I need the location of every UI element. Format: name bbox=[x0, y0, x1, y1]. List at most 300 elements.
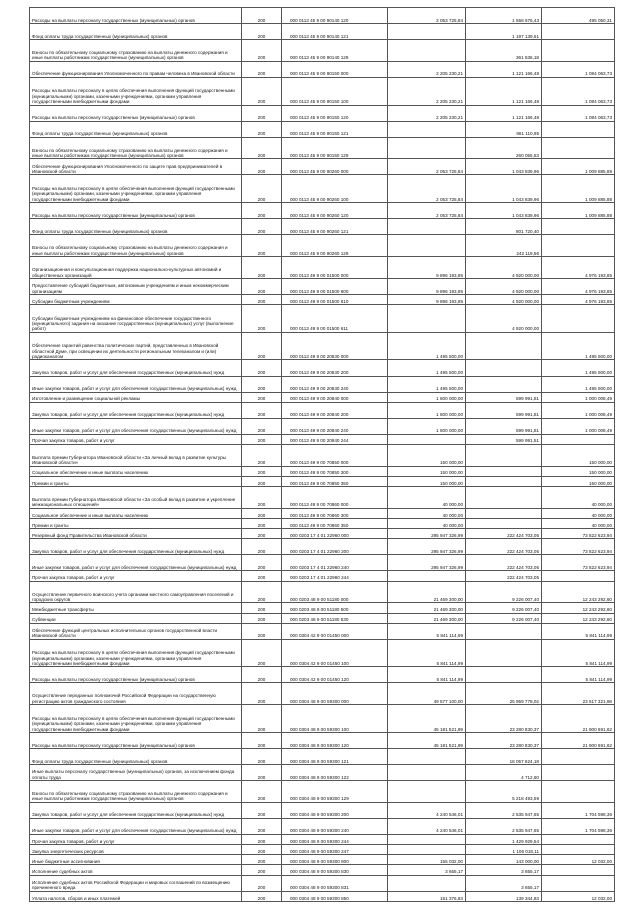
row-approved-cell: 1 495 500,00 bbox=[388, 376, 466, 392]
row-executed-cell: 361 536,18 bbox=[466, 40, 542, 62]
row-approved-cell: 5 841 114,99 bbox=[388, 623, 466, 639]
row-budget-class-cell: 000 0113 49 9 00 70860 000 bbox=[282, 487, 388, 509]
row-name-cell: Социальное обеспечение и иные выплаты населению bbox=[30, 466, 242, 476]
row-budget-class-cell: 000 0113 45 9 00 90260 100 bbox=[282, 175, 388, 203]
row-remaining-cell: 150 000,00 bbox=[542, 466, 615, 476]
row-line-code-cell: 200 bbox=[242, 571, 282, 581]
row-executed-cell: 801 720,40 bbox=[466, 219, 542, 235]
table-row bbox=[30, 834, 615, 844]
row-name-cell: Исполнение судебных актов bbox=[30, 865, 242, 875]
table-body bbox=[30, 8, 615, 902]
row-approved-cell: 2 205 230,21 bbox=[388, 105, 466, 121]
row-approved-cell: 40 000,00 bbox=[388, 519, 466, 529]
row-name-cell: Взносы по обязательному социальному страхованию на выплаты денежного содержания и иные выплаты работникам государственных (муниципальных) органов bbox=[30, 235, 242, 257]
row-name-cell: Фонд оплаты труда государственных (муниципальных) органов bbox=[30, 24, 242, 40]
row-name-cell: Расходы на выплаты персоналу в целях обеспечения выполнения функций государственными (муниципальными) органами, казенными учреждениями, органами управления государственными внебюджетными фондами bbox=[30, 175, 242, 203]
row-executed-cell: 25 959 778,02 bbox=[466, 683, 542, 705]
table-row bbox=[30, 402, 615, 418]
row-budget-class-cell: 000 0113 45 9 00 90260 120 bbox=[282, 203, 388, 219]
row-budget-class-cell: 000 0304 42 9 00 01450 100 bbox=[282, 639, 388, 667]
row-executed-cell: 4 920 000,00 bbox=[466, 257, 542, 279]
row-name-cell: Закупка товаров, работ и услуг для обеспечения государственных (муниципальных) нужд bbox=[30, 360, 242, 376]
row-line-code-cell: 200 bbox=[242, 705, 282, 733]
row-executed-cell: 222 424 703,05 bbox=[466, 529, 542, 539]
row-name-cell: Резервный фонд Правительства Ивановской области bbox=[30, 529, 242, 539]
row-remaining-cell bbox=[542, 40, 615, 62]
table-row bbox=[30, 639, 615, 667]
table-row bbox=[30, 257, 615, 279]
table-row bbox=[30, 748, 615, 764]
row-executed-cell: 3 655,17 bbox=[466, 875, 542, 891]
row-line-code-cell: 200 bbox=[242, 402, 282, 418]
row-name-cell: Расходы на выплаты персоналу в целях обеспечения выполнения функций государственными (муниципальными) органами, казенными учреждениями, органами управления государственными внебюджетными фондами bbox=[30, 705, 242, 733]
row-remaining-cell: 150 000,00 bbox=[542, 476, 615, 486]
table-row bbox=[30, 444, 615, 466]
row-budget-class-cell: 000 0113 45 9 00 90140 129 bbox=[282, 40, 388, 62]
table-row bbox=[30, 875, 615, 891]
row-line-code-cell: 200 bbox=[242, 305, 282, 333]
row-name-cell: Фонд оплаты труда государственных (муниципальных) органов bbox=[30, 121, 242, 137]
row-line-code-cell: 200 bbox=[242, 891, 282, 901]
row-line-code-cell: 200 bbox=[242, 487, 282, 509]
row-name-cell: Обеспечение гарантий равенства политических партий, представленных в Ивановской областной Думе, при освещении их деятельности региональным телеканалом и (или) радиоканалом bbox=[30, 332, 242, 360]
table-row bbox=[30, 613, 615, 623]
row-remaining-cell: 21 900 691,62 bbox=[542, 705, 615, 733]
row-executed-cell bbox=[466, 639, 542, 667]
row-name-cell: Расходы на выплаты персоналу государственных (муниципальных) органов bbox=[30, 667, 242, 683]
row-executed-cell: 1 558 675,43 bbox=[466, 8, 542, 24]
row-remaining-cell: 12 032,00 bbox=[542, 891, 615, 901]
row-executed-cell: 18 057 624,18 bbox=[466, 748, 542, 764]
row-budget-class-cell: 000 0113 45 9 00 90150 129 bbox=[282, 137, 388, 159]
table-row bbox=[30, 121, 615, 137]
row-remaining-cell bbox=[542, 781, 615, 803]
row-line-code-cell: 200 bbox=[242, 855, 282, 865]
row-executed-cell: 1 043 839,96 bbox=[466, 203, 542, 219]
row-executed-cell: 5 218 493,59 bbox=[466, 781, 542, 803]
row-line-code-cell: 200 bbox=[242, 529, 282, 539]
row-executed-cell: 222 424 703,05 bbox=[466, 555, 542, 571]
row-name-cell: Взносы по обязательному социальному страхованию на выплаты денежного содержания и иные выплаты работникам государственных (муниципальных) органов bbox=[30, 137, 242, 159]
row-name-cell: Расходы на выплаты персоналу государственных (муниципальных) органов bbox=[30, 8, 242, 24]
row-approved-cell: 1 600 000,00 bbox=[388, 402, 466, 418]
table-row bbox=[30, 105, 615, 121]
row-remaining-cell bbox=[542, 235, 615, 257]
table-row bbox=[30, 159, 615, 175]
row-budget-class-cell: 000 0113 45 9 00 90150 100 bbox=[282, 77, 388, 105]
row-budget-class-cell: 000 0304 48 9 00 59300 120 bbox=[282, 732, 388, 748]
row-budget-class-cell: 000 0113 49 9 00 20830 000 bbox=[282, 332, 388, 360]
row-approved-cell: 21 469 300,00 bbox=[388, 613, 466, 623]
row-executed-cell: 1 121 166,48 bbox=[466, 105, 542, 121]
row-line-code-cell: 200 bbox=[242, 278, 282, 294]
row-executed-cell: 23 280 830,37 bbox=[466, 732, 542, 748]
table-row bbox=[30, 376, 615, 392]
row-executed-cell: 260 055,53 bbox=[466, 137, 542, 159]
row-executed-cell: 143 000,00 bbox=[466, 855, 542, 865]
row-executed-cell: 1 106 018,11 bbox=[466, 845, 542, 855]
row-approved-cell: 9 896 193,85 bbox=[388, 278, 466, 294]
row-approved-cell bbox=[388, 875, 466, 891]
row-budget-class-cell: 000 0113 49 9 00 70850 000 bbox=[282, 444, 388, 466]
row-line-code-cell: 200 bbox=[242, 732, 282, 748]
row-remaining-cell bbox=[542, 137, 615, 159]
row-approved-cell bbox=[388, 235, 466, 257]
row-approved-cell bbox=[388, 219, 466, 235]
row-approved-cell: 45 181 521,99 bbox=[388, 705, 466, 733]
row-remaining-cell bbox=[542, 434, 615, 444]
row-approved-cell: 2 205 230,21 bbox=[388, 61, 466, 77]
row-executed-cell: 2 535 947,65 bbox=[466, 818, 542, 834]
row-remaining-cell: 12 243 292,60 bbox=[542, 581, 615, 603]
row-remaining-cell: 12 243 292,60 bbox=[542, 603, 615, 613]
table-row bbox=[30, 732, 615, 748]
row-name-cell: Выплата премии Губернатора Ивановской области «За особый вклад в развитие и укрепление межнациональных отношений» bbox=[30, 487, 242, 509]
row-approved-cell: 2 053 725,84 bbox=[388, 203, 466, 219]
row-executed-cell bbox=[466, 667, 542, 683]
row-line-code-cell: 200 bbox=[242, 667, 282, 683]
row-line-code-cell: 200 bbox=[242, 235, 282, 257]
table-row bbox=[30, 418, 615, 434]
row-approved-cell bbox=[388, 834, 466, 844]
row-line-code-cell: 200 bbox=[242, 623, 282, 639]
table-row bbox=[30, 603, 615, 613]
table-row bbox=[30, 305, 615, 333]
row-budget-class-cell: 000 0113 45 9 00 90260 121 bbox=[282, 219, 388, 235]
row-approved-cell: 2 205 230,21 bbox=[388, 77, 466, 105]
row-approved-cell: 150 000,00 bbox=[388, 444, 466, 466]
row-remaining-cell bbox=[542, 875, 615, 891]
table-row bbox=[30, 203, 615, 219]
table-row bbox=[30, 332, 615, 360]
row-name-cell: Расходы на выплаты персоналу государственных (муниципальных) органов bbox=[30, 203, 242, 219]
row-remaining-cell: 21 900 691,62 bbox=[542, 732, 615, 748]
row-line-code-cell: 200 bbox=[242, 683, 282, 705]
row-name-cell: Премии и гранты bbox=[30, 519, 242, 529]
row-approved-cell: 3 655,17 bbox=[388, 865, 466, 875]
row-remaining-cell: 150 000,00 bbox=[542, 444, 615, 466]
row-executed-cell: 599 991,51 bbox=[466, 434, 542, 444]
table-row bbox=[30, 539, 615, 555]
row-line-code-cell: 200 bbox=[242, 294, 282, 304]
row-remaining-cell: 23 617 321,98 bbox=[542, 683, 615, 705]
table-row bbox=[30, 235, 615, 257]
row-line-code-cell: 200 bbox=[242, 603, 282, 613]
row-budget-class-cell: 000 0304 48 9 00 59300 121 bbox=[282, 748, 388, 764]
row-approved-cell: 2 053 725,84 bbox=[388, 175, 466, 203]
table-row bbox=[30, 705, 615, 733]
table-row bbox=[30, 667, 615, 683]
row-line-code-cell: 200 bbox=[242, 137, 282, 159]
row-name-cell: Взносы по обязательному социальному страхованию на выплаты денежного содержания и иные выплаты работникам государственных (муниципальных) органов bbox=[30, 781, 242, 803]
row-executed-cell: 3 655,17 bbox=[466, 865, 542, 875]
row-line-code-cell: 200 bbox=[242, 781, 282, 803]
row-executed-cell: 139 344,83 bbox=[466, 891, 542, 901]
row-executed-cell bbox=[466, 487, 542, 509]
row-remaining-cell: 1 084 063,73 bbox=[542, 61, 615, 77]
row-executed-cell: 242 119,56 bbox=[466, 235, 542, 257]
row-executed-cell: 1 121 166,48 bbox=[466, 61, 542, 77]
row-budget-class-cell: 000 0113 49 9 00 70850 300 bbox=[282, 466, 388, 476]
row-executed-cell bbox=[466, 332, 542, 360]
row-approved-cell: 295 947 326,99 bbox=[388, 539, 466, 555]
table-row bbox=[30, 802, 615, 818]
row-approved-cell: 1 600 000,00 bbox=[388, 418, 466, 434]
row-executed-cell bbox=[466, 476, 542, 486]
table-row bbox=[30, 845, 615, 855]
row-name-cell: Закупка энергетических ресурсов bbox=[30, 845, 242, 855]
row-name-cell: Выплата премии Губернатора Ивановской области «За личный вклад в развитие культуры Ивановской области» bbox=[30, 444, 242, 466]
row-approved-cell: 5 841 114,99 bbox=[388, 667, 466, 683]
row-executed-cell: 222 424 703,05 bbox=[466, 539, 542, 555]
row-name-cell: Расходы на выплаты персоналу государственных (муниципальных) органов bbox=[30, 105, 242, 121]
row-name-cell: Уплата налогов, сборов и иных платежей bbox=[30, 891, 242, 901]
row-approved-cell: 21 469 300,00 bbox=[388, 603, 466, 613]
row-budget-class-cell: 000 0304 48 9 00 59300 129 bbox=[282, 781, 388, 803]
row-line-code-cell: 200 bbox=[242, 764, 282, 780]
row-budget-class-cell: 000 0113 49 9 00 20840 244 bbox=[282, 434, 388, 444]
row-budget-class-cell: 000 0304 48 9 00 59300 200 bbox=[282, 802, 388, 818]
row-budget-class-cell: 000 0304 48 9 00 59300 244 bbox=[282, 834, 388, 844]
row-name-cell: Обеспечение функционирования Уполномоченного по защите прав предпринимателей в Ивановской области bbox=[30, 159, 242, 175]
table-row bbox=[30, 40, 615, 62]
row-remaining-cell: 1 009 885,88 bbox=[542, 203, 615, 219]
row-executed-cell: 4 920 000,00 bbox=[466, 278, 542, 294]
row-executed-cell: 599 991,51 bbox=[466, 402, 542, 418]
row-remaining-cell bbox=[542, 845, 615, 855]
row-budget-class-cell: 000 0113 49 9 00 70850 350 bbox=[282, 476, 388, 486]
row-executed-cell: 861 110,95 bbox=[466, 121, 542, 137]
row-line-code-cell: 200 bbox=[242, 77, 282, 105]
row-remaining-cell: 5 841 114,99 bbox=[542, 623, 615, 639]
table-row bbox=[30, 434, 615, 444]
row-executed-cell: 9 226 007,40 bbox=[466, 603, 542, 613]
table-row bbox=[30, 781, 615, 803]
row-name-cell: Социальное обеспечение и иные выплаты населению bbox=[30, 508, 242, 518]
row-remaining-cell: 1 009 885,88 bbox=[542, 159, 615, 175]
row-name-cell: Фонд оплаты труда государственных (муниципальных) органов bbox=[30, 748, 242, 764]
row-approved-cell: 4 240 546,01 bbox=[388, 802, 466, 818]
row-remaining-cell bbox=[542, 121, 615, 137]
row-approved-cell bbox=[388, 571, 466, 581]
row-approved-cell: 1 495 500,00 bbox=[388, 332, 466, 360]
row-name-cell: Закупка товаров, работ и услуг для обеспечения государственных (муниципальных) нужд bbox=[30, 539, 242, 555]
row-approved-cell bbox=[388, 40, 466, 62]
row-approved-cell: 150 000,00 bbox=[388, 466, 466, 476]
row-executed-cell: 599 991,51 bbox=[466, 418, 542, 434]
row-budget-class-cell: 000 0113 49 9 00 01500 000 bbox=[282, 257, 388, 279]
row-budget-class-cell: 000 0203 17 4 01 22960 200 bbox=[282, 539, 388, 555]
row-remaining-cell: 4 976 193,85 bbox=[542, 257, 615, 279]
row-remaining-cell: 1 084 063,73 bbox=[542, 77, 615, 105]
row-executed-cell: 4 920 000,00 bbox=[466, 294, 542, 304]
row-name-cell: Организационная и консультационная поддержка национально-культурных автономий и общественных организаций bbox=[30, 257, 242, 279]
row-line-code-cell: 200 bbox=[242, 8, 282, 24]
row-budget-class-cell: 000 0304 48 9 00 59300 122 bbox=[282, 764, 388, 780]
row-budget-class-cell: 000 0304 48 9 00 59300 850 bbox=[282, 891, 388, 901]
row-approved-cell: 4 240 546,01 bbox=[388, 818, 466, 834]
row-budget-class-cell: 000 0203 48 9 00 51180 530 bbox=[282, 613, 388, 623]
table-row bbox=[30, 175, 615, 203]
row-remaining-cell: 73 522 623,94 bbox=[542, 529, 615, 539]
row-approved-cell: 5 841 114,99 bbox=[388, 639, 466, 667]
row-approved-cell: 2 053 725,84 bbox=[388, 159, 466, 175]
table-row bbox=[30, 278, 615, 294]
row-remaining-cell: 73 522 623,94 bbox=[542, 539, 615, 555]
row-name-cell: Субсидии бюджетным учреждениям на финансовое обеспечение государственного (муниципального) задания на оказание государственных (муниципальных) услуг (выполнение работ) bbox=[30, 305, 242, 333]
row-name-cell: Прочая закупка товаров, работ и услуг bbox=[30, 834, 242, 844]
row-executed-cell bbox=[466, 466, 542, 476]
row-name-cell: Субсидии бюджетным учреждениям bbox=[30, 294, 242, 304]
row-name-cell: Расходы на выплаты персоналу в целях обеспечения выполнения функций государственными (муниципальными) органами, казенными учреждениями, органами управления государственными внебюджетными фондами bbox=[30, 77, 242, 105]
row-line-code-cell: 200 bbox=[242, 24, 282, 40]
row-remaining-cell: 1 009 885,88 bbox=[542, 175, 615, 203]
row-remaining-cell: 5 841 114,99 bbox=[542, 639, 615, 667]
table-row bbox=[30, 77, 615, 105]
row-line-code-cell: 200 bbox=[242, 519, 282, 529]
row-line-code-cell: 200 bbox=[242, 61, 282, 77]
row-line-code-cell: 200 bbox=[242, 613, 282, 623]
row-executed-cell bbox=[466, 444, 542, 466]
table-row bbox=[30, 555, 615, 571]
row-remaining-cell bbox=[542, 865, 615, 875]
row-budget-class-cell: 000 0203 17 4 01 22960 240 bbox=[282, 555, 388, 571]
row-line-code-cell: 200 bbox=[242, 360, 282, 376]
row-executed-cell: 1 197 139,61 bbox=[466, 24, 542, 40]
row-name-cell: Взносы по обязательному социальному страхованию на выплаты денежного содержания и иные выплаты работникам государственных (муниципальных) органов bbox=[30, 40, 242, 62]
row-approved-cell bbox=[388, 121, 466, 137]
row-name-cell: Обеспечение функций центральных исполнительных органов государственной власти Ивановской области bbox=[30, 623, 242, 639]
row-approved-cell bbox=[388, 781, 466, 803]
row-budget-class-cell: 000 0113 49 9 00 70860 300 bbox=[282, 508, 388, 518]
row-remaining-cell: 40 000,00 bbox=[542, 508, 615, 518]
table-row bbox=[30, 61, 615, 77]
row-executed-cell bbox=[466, 376, 542, 392]
row-line-code-cell: 200 bbox=[242, 121, 282, 137]
row-line-code-cell: 200 bbox=[242, 159, 282, 175]
row-approved-cell: 21 469 300,00 bbox=[388, 581, 466, 603]
row-line-code-cell: 200 bbox=[242, 434, 282, 444]
row-remaining-cell bbox=[542, 764, 615, 780]
row-name-cell: Осуществление переданных полномочий Российской Федерации на государственную регистрацию актов гражданского состояния bbox=[30, 683, 242, 705]
table-row bbox=[30, 8, 615, 24]
row-approved-cell bbox=[388, 137, 466, 159]
table-row bbox=[30, 392, 615, 402]
row-budget-class-cell: 000 0113 49 9 00 20840 000 bbox=[282, 392, 388, 402]
row-line-code-cell: 200 bbox=[242, 219, 282, 235]
row-approved-cell bbox=[388, 748, 466, 764]
row-budget-class-cell: 000 0113 49 9 00 01500 611 bbox=[282, 305, 388, 333]
table-row bbox=[30, 529, 615, 539]
row-remaining-cell: 1 704 598,36 bbox=[542, 802, 615, 818]
table-row bbox=[30, 581, 615, 603]
row-name-cell: Исполнение судебных актов Российской Федерации и мировых соглашений по возмещению причиненного вреда bbox=[30, 875, 242, 891]
row-name-cell: Прочая закупка товаров, работ и услуг bbox=[30, 434, 242, 444]
row-remaining-cell: 4 976 193,85 bbox=[542, 278, 615, 294]
row-approved-cell: 45 181 521,99 bbox=[388, 732, 466, 748]
row-line-code-cell: 200 bbox=[242, 845, 282, 855]
row-approved-cell bbox=[388, 434, 466, 444]
row-line-code-cell: 200 bbox=[242, 748, 282, 764]
row-name-cell: Фонд оплаты труда государственных (муниципальных) органов bbox=[30, 219, 242, 235]
row-line-code-cell: 200 bbox=[242, 834, 282, 844]
row-budget-class-cell: 000 0113 49 9 00 20830 200 bbox=[282, 360, 388, 376]
row-approved-cell bbox=[388, 845, 466, 855]
table-row bbox=[30, 487, 615, 509]
row-budget-class-cell: 000 0113 49 9 00 20840 240 bbox=[282, 418, 388, 434]
row-line-code-cell: 200 bbox=[242, 392, 282, 402]
row-budget-class-cell: 000 0113 45 9 00 90140 121 bbox=[282, 24, 388, 40]
row-line-code-cell: 200 bbox=[242, 865, 282, 875]
row-executed-cell: 222 424 703,05 bbox=[466, 571, 542, 581]
row-line-code-cell: 200 bbox=[242, 818, 282, 834]
row-name-cell: Закупка товаров, работ и услуг для обеспечения государственных (муниципальных) нужд bbox=[30, 802, 242, 818]
row-remaining-cell bbox=[542, 305, 615, 333]
budget-execution-table bbox=[29, 7, 615, 902]
row-remaining-cell bbox=[542, 571, 615, 581]
row-remaining-cell: 12 243 292,60 bbox=[542, 613, 615, 623]
row-remaining-cell: 1 000 008,49 bbox=[542, 402, 615, 418]
row-name-cell: Премии и гранты bbox=[30, 476, 242, 486]
row-executed-cell: 1 121 166,48 bbox=[466, 77, 542, 105]
row-remaining-cell: 1 495 500,00 bbox=[542, 376, 615, 392]
row-remaining-cell: 495 050,31 bbox=[542, 8, 615, 24]
row-remaining-cell: 1 000 008,49 bbox=[542, 392, 615, 402]
table-row bbox=[30, 24, 615, 40]
row-budget-class-cell: 000 0113 49 9 00 01500 610 bbox=[282, 294, 388, 304]
row-name-cell: Иные выплаты персоналу государственных (муниципальных) органов, за исключением фонда оплаты труда bbox=[30, 764, 242, 780]
row-line-code-cell: 200 bbox=[242, 175, 282, 203]
row-approved-cell: 151 376,83 bbox=[388, 891, 466, 901]
row-approved-cell bbox=[388, 24, 466, 40]
row-line-code-cell: 200 bbox=[242, 257, 282, 279]
row-executed-cell: 23 280 830,37 bbox=[466, 705, 542, 733]
row-remaining-cell: 1 084 063,73 bbox=[542, 105, 615, 121]
row-budget-class-cell: 000 0113 45 9 00 90140 120 bbox=[282, 8, 388, 24]
row-name-cell: Закупка товаров, работ и услуг для обеспечения государственных (муниципальных) нужд bbox=[30, 402, 242, 418]
row-remaining-cell: 40 000,00 bbox=[542, 519, 615, 529]
row-line-code-cell: 200 bbox=[242, 639, 282, 667]
row-line-code-cell: 200 bbox=[242, 444, 282, 466]
row-approved-cell: 295 947 326,99 bbox=[388, 529, 466, 539]
row-remaining-cell bbox=[542, 24, 615, 40]
row-remaining-cell bbox=[542, 219, 615, 235]
table-row bbox=[30, 855, 615, 865]
table-row bbox=[30, 294, 615, 304]
row-budget-class-cell: 000 0113 49 9 00 20840 200 bbox=[282, 402, 388, 418]
row-executed-cell: 599 991,51 bbox=[466, 392, 542, 402]
row-remaining-cell: 1 000 008,49 bbox=[542, 418, 615, 434]
row-approved-cell: 155 032,00 bbox=[388, 855, 466, 865]
row-line-code-cell: 200 bbox=[242, 105, 282, 121]
row-executed-cell bbox=[466, 623, 542, 639]
table-row bbox=[30, 683, 615, 705]
row-executed-cell: 9 226 007,40 bbox=[466, 613, 542, 623]
row-name-cell: Иные закупки товаров, работ и услуг для обеспечения государственных (муниципальных) нужд bbox=[30, 376, 242, 392]
row-executed-cell: 1 043 839,96 bbox=[466, 175, 542, 203]
table-row bbox=[30, 865, 615, 875]
row-name-cell: Иные бюджетные ассигнования bbox=[30, 855, 242, 865]
row-budget-class-cell: 000 0113 45 9 00 90260 000 bbox=[282, 159, 388, 175]
row-budget-class-cell: 000 0304 48 9 00 59300 000 bbox=[282, 683, 388, 705]
row-executed-cell: 4 920 000,00 bbox=[466, 305, 542, 333]
row-executed-cell: 9 226 007,40 bbox=[466, 581, 542, 603]
row-executed-cell bbox=[466, 508, 542, 518]
row-budget-class-cell: 000 0304 48 9 00 59300 800 bbox=[282, 855, 388, 865]
row-budget-class-cell: 000 0113 45 9 00 90150 120 bbox=[282, 105, 388, 121]
row-executed-cell: 2 535 947,65 bbox=[466, 802, 542, 818]
row-name-cell: Иные закупки товаров, работ и услуг для обеспечения государственных (муниципальных) нужд bbox=[30, 418, 242, 434]
